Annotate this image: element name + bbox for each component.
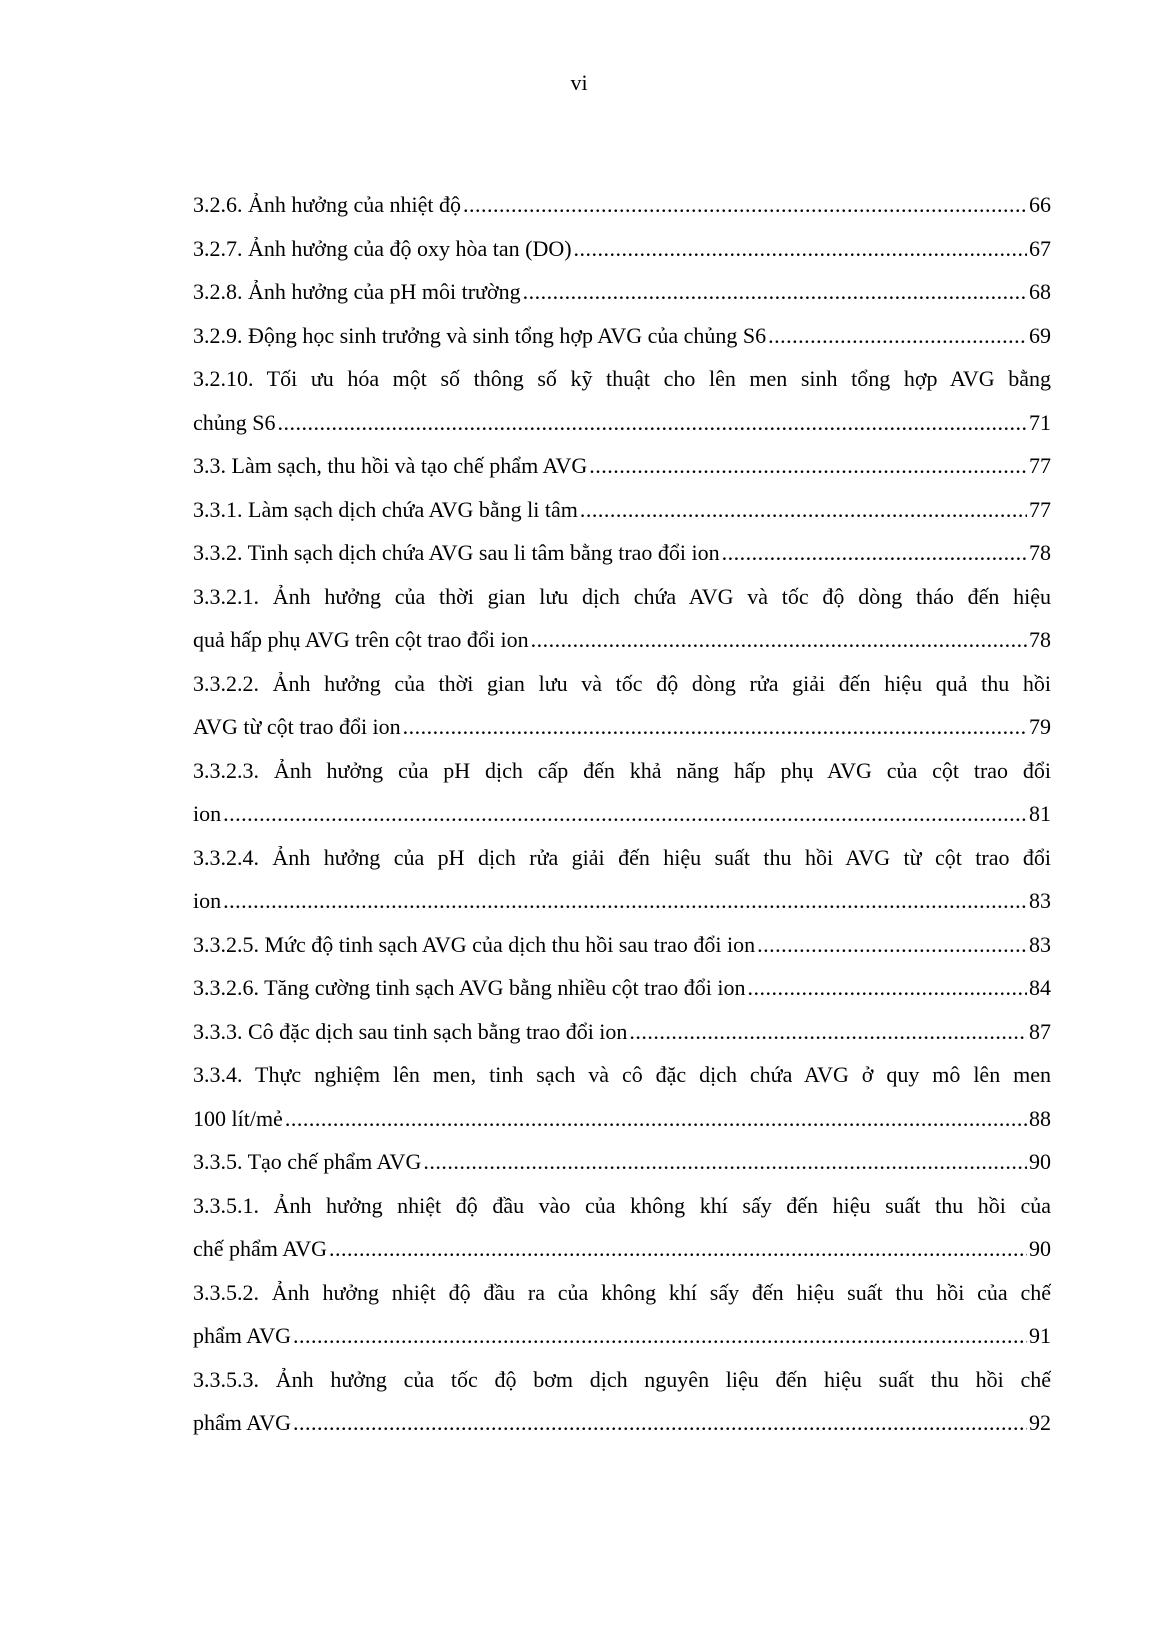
toc-entry-page: 68 [1029,279,1051,304]
toc-entry-page: 90 [1029,1236,1051,1261]
toc-entry-page: 90 [1029,1149,1051,1174]
toc-dot-leader [629,1010,1027,1054]
toc-dot-leader [223,792,1027,836]
toc-entry-first-line[interactable] [193,575,1051,619]
toc-entry-page: 78 [1029,627,1051,652]
toc-dot-leader [722,531,1027,575]
toc-dot-leader [403,705,1027,749]
toc-entry[interactable] [193,227,1051,271]
toc-entry-page: 81 [1029,801,1051,826]
toc-dot-leader [768,314,1027,358]
toc-entry-title: 100 lít/mẻ [193,1105,283,1131]
toc-entry-title-line1: 3.3.2.4. Ảnh hưởng của pH dịch rửa giải đến hiệu suất thu hồi AVG từ cột trao đổi [193,844,1051,870]
toc-entry-title: phẩm AVG [193,1323,291,1348]
toc-entry[interactable] [193,314,1051,358]
toc-entry[interactable] [193,879,1051,923]
toc-entry-page: 83 [1029,931,1051,957]
toc-entry-title-line1: 3.3.2.3. Ảnh hưởng của pH dịch cấp đến khả năng hấp phụ AVG của cột trao đổi [193,757,1051,783]
toc-entry-page: 77 [1029,496,1051,522]
toc-entry-page: 83 [1029,888,1051,913]
toc-entry[interactable] [193,183,1051,227]
toc-dot-leader [423,1140,1027,1184]
toc-dot-leader [574,227,1027,271]
toc-dot-leader [293,1314,1027,1358]
toc-dot-leader [523,270,1027,314]
toc-entry[interactable] [193,270,1051,314]
toc-dot-leader [748,966,1027,1010]
toc-entry[interactable] [193,705,1051,749]
toc-entry-title: 3.3.2.6. Tăng cường tinh sạch AVG bằng nhiều cột trao đổi ion [193,975,746,1000]
toc-entry-page: 78 [1029,540,1051,565]
toc-entry-first-line[interactable] [193,749,1051,793]
toc-entry-title: 3.3.2. Tinh sạch dịch chứa AVG sau li tâm bằng trao đổi ion [193,540,720,565]
toc-entry-title: 3.2.6. Ảnh hưởng của nhiệt độ [193,192,461,217]
toc-entry[interactable] [193,531,1051,575]
toc-entry-title: ion [193,801,222,826]
toc-dot-leader [285,1097,1027,1141]
toc-entry-page: 69 [1029,322,1051,348]
toc-entry[interactable] [193,1097,1051,1141]
toc-dot-leader [329,1227,1027,1271]
toc-entry-first-line[interactable] [193,1184,1051,1228]
toc-dot-leader [293,1401,1027,1445]
toc-entry-title-line1: 3.3.5.1. Ảnh hưởng nhiệt độ đầu vào của không khí sấy đến hiệu suất thu hồi của [193,1192,1051,1218]
toc-entry-title-line1: 3.3.4. Thực nghiệm lên men, tinh sạch và cô đặc dịch chứa AVG ở quy mô lên men [193,1062,1051,1087]
toc-entry-page: 66 [1029,192,1051,217]
toc-entry-title-line1: 3.3.2.1. Ảnh hưởng của thời gian lưu dịch chứa AVG và tốc độ dòng tháo đến hiệu [193,583,1051,609]
toc-entry-first-line[interactable] [193,357,1051,401]
toc-dot-leader [531,618,1027,662]
toc-entry[interactable] [193,966,1051,1010]
toc-dot-leader [757,923,1027,967]
toc-entry-first-line[interactable] [193,1358,1051,1402]
toc-entry-title: 3.3.1. Làm sạch dịch chứa AVG bằng li tâm [193,496,578,522]
toc-entry-page: 91 [1029,1323,1051,1348]
toc-entry-title-line1: 3.3.5.2. Ảnh hưởng nhiệt độ đầu ra của không khí sấy đến hiệu suất thu hồi của chế [193,1279,1051,1305]
toc-entry-page: 77 [1029,453,1051,478]
toc-entry-page: 67 [1029,235,1051,261]
toc-entry[interactable] [193,1140,1051,1184]
toc-entry[interactable] [193,1314,1051,1358]
toc-entry-first-line[interactable] [193,662,1051,706]
toc-entry-first-line[interactable] [193,836,1051,880]
toc-entry-page: 84 [1029,975,1051,1000]
toc-entry[interactable] [193,488,1051,532]
toc-entry-title: chủng S6 [193,409,276,435]
toc-entry[interactable] [193,1010,1051,1054]
toc-entry-title-line1: 3.2.10. Tối ưu hóa một số thông số kỹ thuật cho lên men sinh tổng hợp AVG bằng [193,366,1051,391]
toc-entry-title: 3.3.2.5. Mức độ tinh sạch AVG của dịch thu hồi sau trao đổi ion [193,931,756,957]
toc-entry-title-line1: 3.3.5.3. Ảnh hưởng của tốc độ bơm dịch nguyên liệu đến hiệu suất thu hồi chế [193,1366,1051,1392]
toc-entry-page: 79 [1029,714,1051,739]
toc-entry-title: 3.3. Làm sạch, thu hồi và tạo chế phẩm AVG [193,453,588,478]
toc-entry-first-line[interactable] [193,1271,1051,1315]
toc-dot-leader [589,444,1027,488]
table-of-contents [193,183,1051,1445]
toc-entry[interactable] [193,618,1051,662]
toc-dot-leader [463,183,1027,227]
toc-entry-title: AVG từ cột trao đổi ion [193,714,401,739]
toc-entry-title: 3.2.9. Động học sinh trưởng và sinh tổng hợp AVG của chủng S6 [193,322,767,348]
toc-entry[interactable] [193,444,1051,488]
toc-entry-title: quả hấp phụ AVG trên cột trao đổi ion [193,627,529,652]
toc-entry-title: 3.2.7. Ảnh hưởng của độ oxy hòa tan (DO) [193,235,572,261]
toc-entry-page: 92 [1029,1410,1051,1435]
toc-entry-title: 3.3.3. Cô đặc dịch sau tinh sạch bằng trao đổi ion [193,1018,628,1044]
toc-dot-leader [580,488,1027,532]
toc-entry-title: chế phẩm AVG [193,1236,328,1261]
toc-entry-page: 87 [1029,1018,1051,1044]
toc-entry-title-line1: 3.3.2.2. Ảnh hưởng của thời gian lưu và tốc độ dòng rửa giải đến hiệu quả thu hồi [193,670,1051,696]
toc-entry-page: 88 [1029,1105,1051,1131]
toc-entry[interactable] [193,923,1051,967]
toc-entry-title: 3.3.5. Tạo chế phẩm AVG [193,1149,422,1174]
toc-entry-first-line[interactable] [193,1053,1051,1097]
toc-entry-title: 3.2.8. Ảnh hưởng của pH môi trường [193,279,521,304]
toc-entry[interactable] [193,792,1051,836]
toc-dot-leader [223,879,1027,923]
toc-entry[interactable] [193,1401,1051,1445]
toc-entry-page: 71 [1029,409,1051,435]
toc-entry[interactable] [193,1227,1051,1271]
toc-entry[interactable] [193,401,1051,445]
page-number: vi [570,70,588,95]
toc-entry-title: phẩm AVG [193,1410,291,1435]
toc-entry-title: ion [193,888,222,913]
toc-dot-leader [278,401,1028,445]
